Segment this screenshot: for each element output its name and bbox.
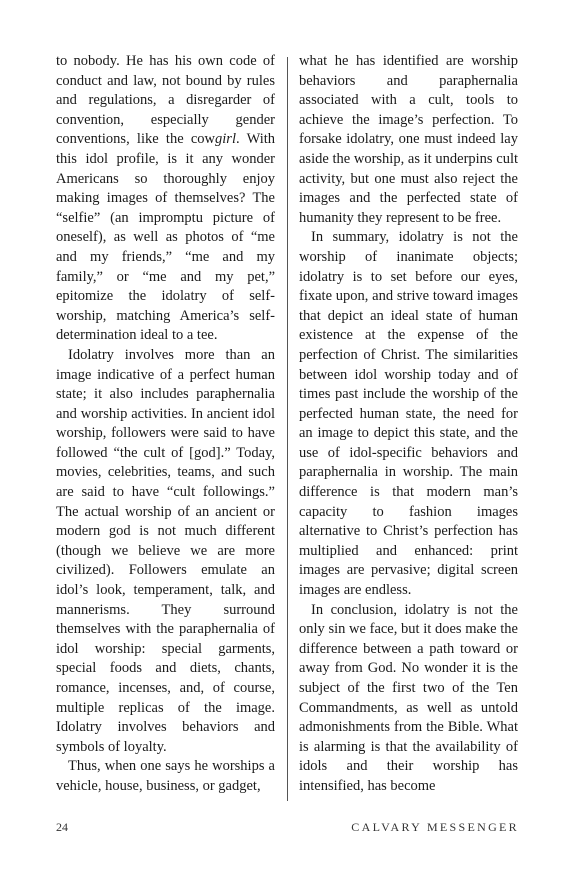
right-column — [299, 52, 518, 797]
publication-title: CALVARY MESSENGER — [351, 820, 519, 834]
paragraph: what he has identified are worship behaviors and paraphernalia associated with a cult, tools to achieve the image’s perfection. To forsake idolatry, one must indeed lay aside the worship, as it underpins cult activity, but one must also reject the images and the perfected state of humanity they represent to be free. — [299, 53, 518, 226]
paragraph: In conclusion, idolatry is not the only sin we face, but it does make the difference between a path toward or away from God. No wonder it is the subject of the first two of the Ten Commandments, as well as untold admonishments from the Bible. What is alarming is that the availability of idols and their worship has intensified, has become — [299, 601, 518, 794]
paragraph: In summary, idolatry is not the worship of inanimate objects; idolatry is to set before our eyes, fixate upon, and strive toward images that depict an ideal state of human existence at the expense of the perfection of Christ. The similarities between idol worship today and of times past include the worship of the perfected human state, the need for an image to depict this state, and the use of idol-specific behaviors and paraphernalia in worship. The main difference is that modern man’s capacity to fashion images alternative to Christ’s perfection has multiplied and enhanced: print images are pervasive; digital screen images are endless. — [299, 229, 518, 599]
paragraph: Thus, when one says he worships a vehicle, house, business, or gadget, — [56, 758, 275, 794]
column-divider — [287, 57, 288, 801]
left-column — [56, 52, 275, 797]
page-number: 24 — [56, 820, 68, 834]
paragraph: to nobody. He has his own code of conduct and law, not bound by rules and regulations, a disregarder of convention, especially gender conventions, like the cowgirl. With this idol profile, is it any wonder Americans so thoroughly enjoy making images of themselves? The “selfie” (an impromptu picture of oneself), as well as photos of “me and my friends,” “me and my family,” or “me and my pet,” epitomize the idolatry of self-worship, matching America’s self-determination ideal to a tee. — [56, 53, 275, 344]
paragraph: Idolatry involves more than an image indicative of a perfect human state; it also includes paraphernalia and worship activities. In ancient idol worship, followers were said to have followed “the cult of [god].” Today, movies, celebrities, teams, and such are said to have “cult followings.” The actual worship of an ancient or modern god is not much different (though we believe we are more civilized). Followers emulate an idol’s look, temperament, talk, and mannerisms. They surround themselves with the paraphernalia of idol worship: special garments, special foods and diets, chants, romance, incenses, and, of course, multiple replicas of the image. Idolatry involves behaviors and symbols of loyalty. — [56, 346, 275, 755]
italic-word: girl — [215, 131, 236, 148]
